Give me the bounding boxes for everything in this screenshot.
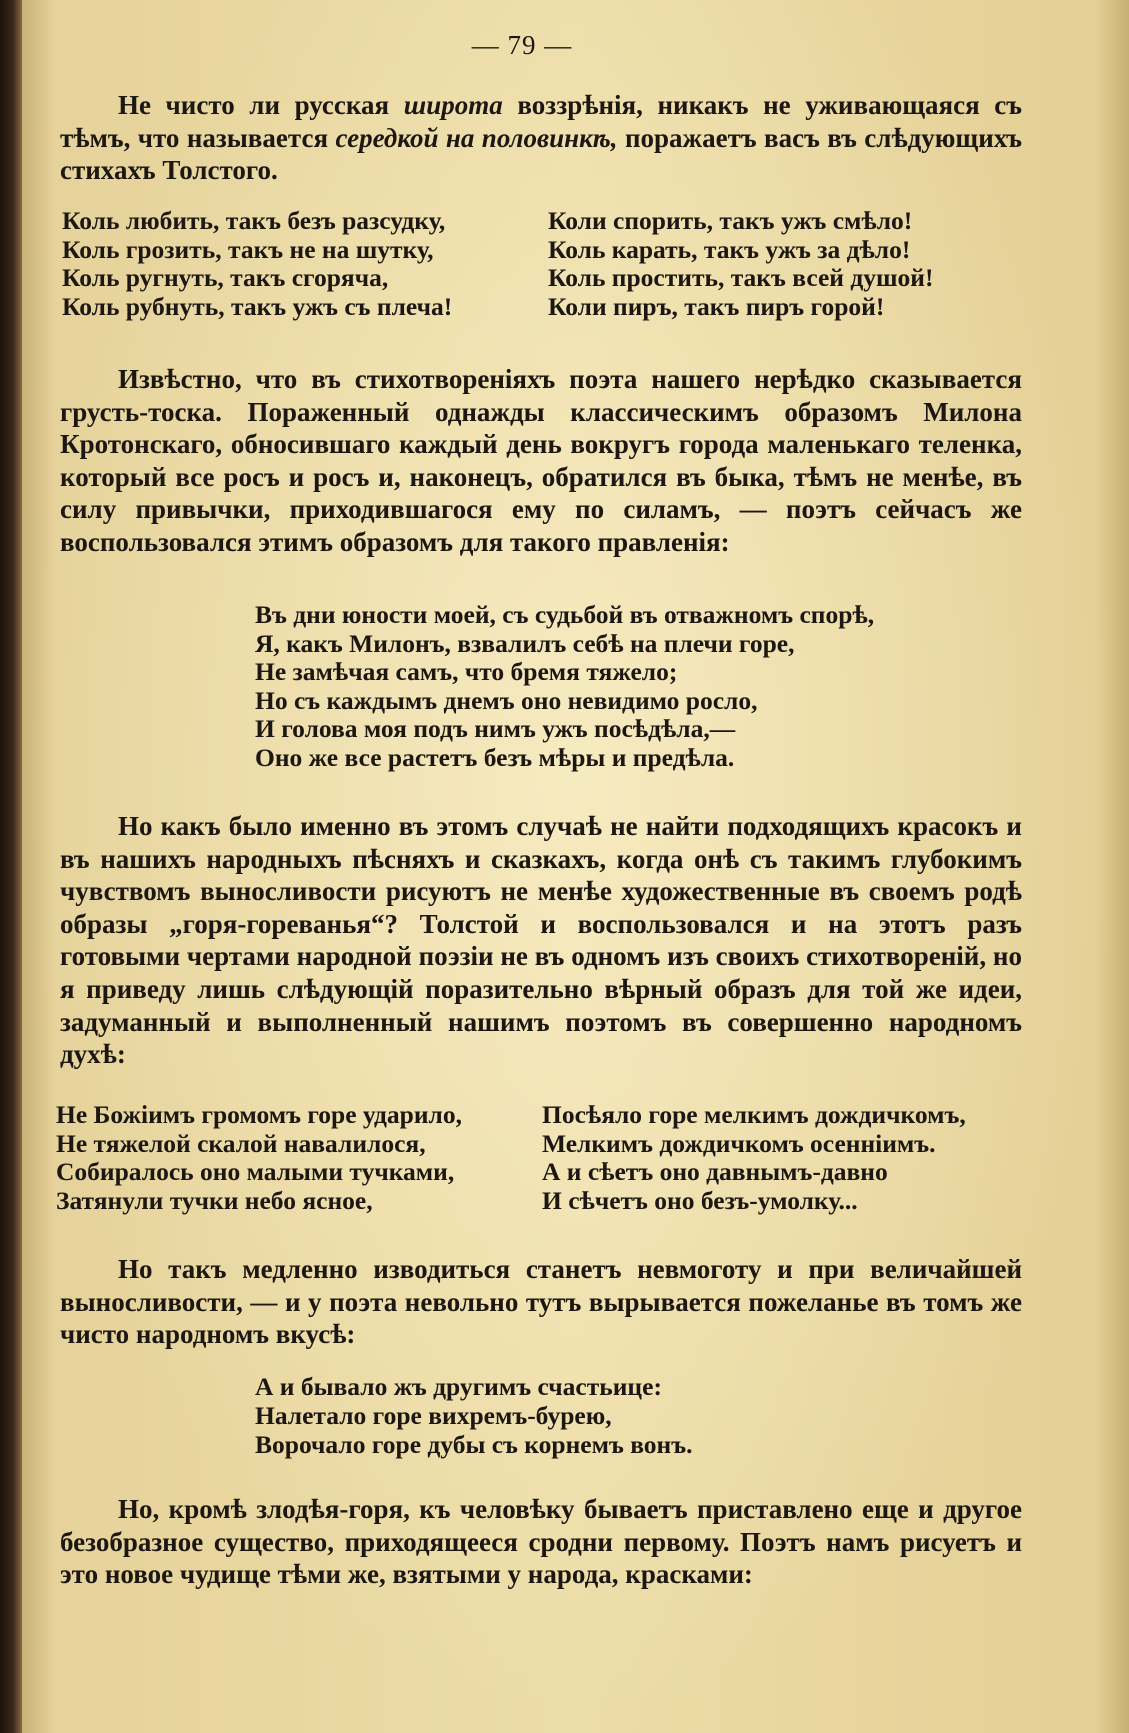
verse-line: И сѣчетъ оно безъ-умолку... [542, 1185, 858, 1215]
verse-line: Собиралось оно малыми тучками, [56, 1157, 455, 1187]
verse-3-left [56, 1101, 462, 1215]
verse-4 [255, 1372, 692, 1459]
paragraph-3 [60, 810, 1022, 1071]
paragraph-1 [60, 89, 1022, 187]
verse-line: Ворочало горе дубы съ корнемъ вонъ. [255, 1430, 693, 1459]
verse-1-left [62, 207, 452, 321]
verse-line: Не тяжелой скалой навалилося, [56, 1128, 426, 1158]
verse-3-right [542, 1101, 966, 1215]
paragraph-2-text: Извѣстно, что въ стихотвореніяхъ поэта нашего нерѣдко сказывается грусть-тоска. Пораженный однажды классическимъ образомъ Милона Кротонскаго, обносившаго каждый день вокругъ города маленькаго теленка, который все росъ и росъ и, наконецъ, обратился въ быка, тѣмъ не менѣе, въ силу привычки, приходившагося ему по силамъ, — поэтъ сейчасъ же воспользовался этимъ образомъ для такого правленія: [60, 364, 1022, 557]
verse-line: Но съ каждымъ днемъ оно невидимо росло, [255, 685, 758, 715]
verse-line: Коли спорить, такъ ужъ смѣло! [548, 206, 913, 235]
book-spine-edge [0, 0, 22, 1733]
verse-line: Въ дни юности моей, съ судьбой въ отважномъ спорѣ, [255, 600, 875, 629]
verse-line: Я, какъ Милонъ, взвалилъ себѣ на плечи горе, [255, 628, 795, 658]
verse-line: А и сѣетъ оно давнымъ-давно [542, 1157, 888, 1187]
verse-line: Коль рубнуть, такъ ужъ съ плеча! [62, 291, 453, 321]
verse-line: Коль простить, такъ всей душой! [548, 263, 934, 293]
paragraph-3-text: Но какъ было именно въ этомъ случаѣ не найти подходящихъ красокъ и въ нашихъ народныхъ пѣсняхъ и сказкахъ, когда онѣ съ такимъ глубокимъ чувствомъ выносливости рисуютъ не менѣе художественные въ своемъ родѣ образы „горя-горeванья“? Толстой и воспользовался и на этотъ разъ готовыми чертами народной поэзіи не въ одномъ изъ своихъ стихотвореній, но я приведу лишь слѣдующій поразительно вѣрный образъ для той же идеи, задуманный и выполненный нашимъ поэтомъ въ совершенно народномъ духѣ: [60, 811, 1022, 1070]
verse-line: Коль любить, такъ безъ разсудку, [62, 206, 446, 235]
verse-line: Затянули тучки небо ясное, [56, 1185, 373, 1215]
verse-line: Налетало горе вихремъ-бурею, [255, 1401, 612, 1430]
verse-line: Мелкимъ дождичкомъ осеннiимъ. [542, 1128, 936, 1158]
book-page [22, 0, 1129, 1733]
verse-line: Оно же все растетъ безъ мѣры и предѣла. [255, 742, 735, 772]
paragraph-1-text-b: воззрѣнія, никакъ не уживающаяся съ тѣмъ, что называется [60, 90, 1023, 153]
paragraph-5-text: Но, кромѣ злодѣя-горя, къ человѣку бываетъ приставлено еще и другое безобразное существо, приходящееся сродни первому. Поэтъ намъ рисуетъ и это новое чудище тѣми же, взятыми у народа, красками: [60, 1494, 1022, 1590]
verse-line: Коль карать, такъ ужъ за дѣло! [548, 234, 911, 264]
verse-line: Коль ругнуть, такъ сгоряча, [62, 263, 389, 293]
verse-line: И голова моя подъ нимъ ужъ посѣдѣла,— [255, 714, 736, 744]
verse-line: Коли пиръ, такъ пиръ горой! [548, 291, 885, 321]
verse-line: Не замѣчая самъ, что бремя тяжело; [255, 657, 678, 687]
paragraph-1-emphasis-2: середкой на половинкѣ, [335, 122, 618, 153]
paragraph-4-text: Но такъ медленно изводиться станетъ невмоготу и при величайшей выносливости, — и у поэта невольно тутъ вырывается пожеланье въ томъ же чисто народномъ вкусѣ: [60, 1254, 1022, 1350]
verse-2 [255, 601, 874, 773]
verse-line: А и бывало жъ другимъ счастьице: [255, 1372, 662, 1401]
paragraph-1-emphasis-1: широта [403, 90, 503, 120]
page-number: — 79 — [471, 30, 573, 60]
paragraph-1-text-a: Не чисто ли русская [118, 90, 404, 120]
verse-line: Коль грозить, такъ не на шутку, [62, 234, 434, 264]
paragraph-1-text-c: поражаетъ васъ въ слѣдующихъ стихахъ Толстого. [60, 122, 1022, 186]
verse-line: Посѣяло горе мелкимъ дождичкомъ, [542, 1100, 966, 1129]
paragraph-5 [60, 1493, 1022, 1591]
paragraph-2 [60, 363, 1022, 559]
verse-line: Не Божіимъ громомъ горе ударило, [56, 1100, 462, 1129]
verse-1-right [548, 207, 933, 321]
paragraph-4 [60, 1253, 1022, 1351]
